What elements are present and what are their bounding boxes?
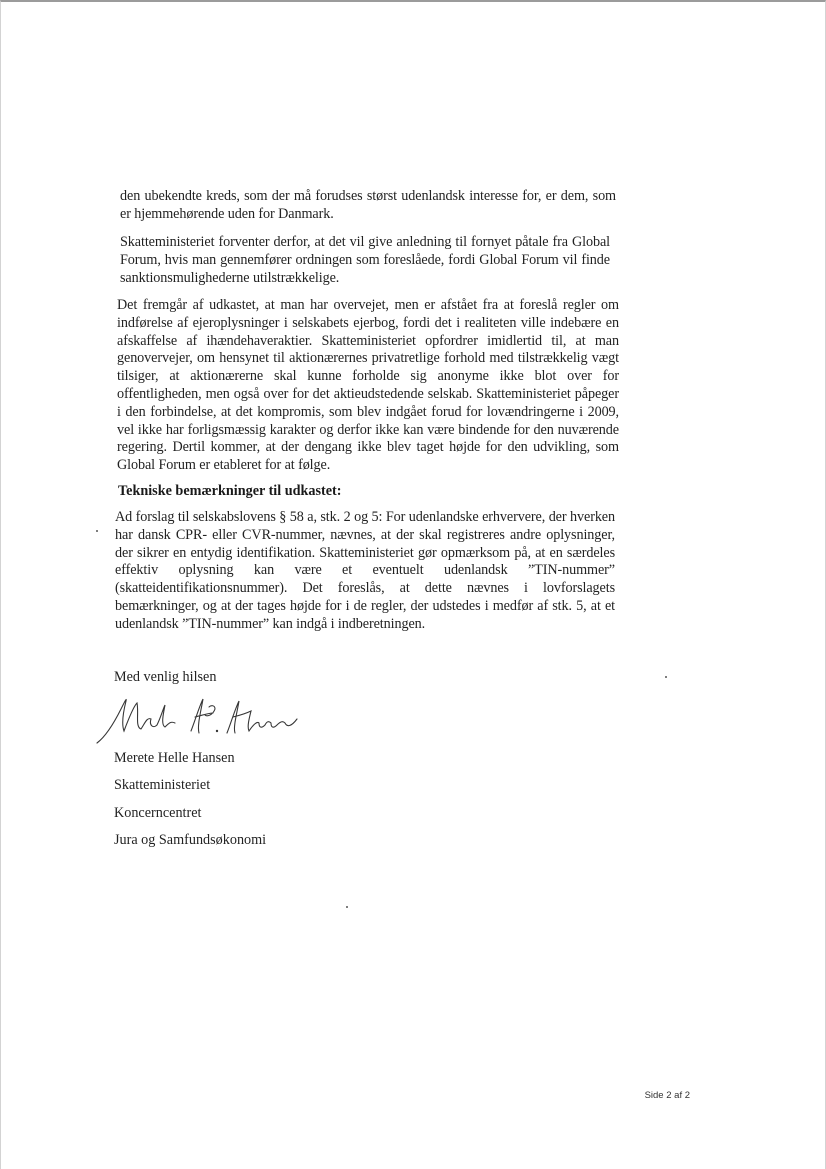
handwritten-signature — [91, 687, 301, 749]
paragraph-2: Skatteministeriet forventer derfor, at det vil give anledning til fornyet påtale fra Global Forum, hvis man gennemfører ordningen som foreslåede, fordi Global Forum vil finde sanktionsmulighederne utilstrækkelige. — [120, 234, 610, 286]
section-heading: Tekniske bemærkninger til udkastet: — [118, 483, 342, 499]
paragraph-1: den ubekendte kreds, som der må forudses størst udenlandsk interesse for, er dem, som er hjemmehørende uden for Danmark. — [120, 188, 616, 222]
signer-department: Jura og Samfundsøkonomi — [114, 832, 267, 848]
paragraph-4: Ad forslag til selskabslovens § 58 a, stk. 2 og 5: For udenlandske erhververe, der hverken har dansk CPR- eller CVR-nummer, nævnes, at der skal registreres andre oplysninger, der sikrer en entydig identifikation. Skatteministeriet gør opmærksom på, at en særdeles effektiv oplysning kan være et eventuelt udenlandsk ”TIN-nummer” (skatteidentifikationsnummer). Det foreslås, at dette nævnes i lovforslagets bemærkninger, og at der tages højde for i de regler, der udstedes i medfør af stk. 5, at et udenlandsk ”TIN-nummer” kan indgå i indberetningen. — [115, 509, 615, 632]
closing-phrase: Med venlig hilsen — [114, 669, 217, 685]
paragraph-3: Det fremgår af udkastet, at man har overvejet, men er afstået fra at foreslå regler om indførelse af ejeroplysninger i selskabets ejerbog, fordi det i realiteten ville indebære en afskaffelse af ihændehaveraktier. Skatteministeriet opfordrer imidlertid til, at man genovervejer, om hensynet til aktionærernes privatretlige forhold med tilstrækkelig vægt tilsiger, at aktionærerne skal kunne forholde sig anonyme ikke blot over for offentligheden, men også over for det aktieudstedende selskab. Skatteministeriet påpeger i den forbindelse, at det kompromis, som blev indgået forud for lovændringerne i 2009, vel ikke har forligsmæssig karakter og derfor ikke kan være bindende for den nuværende regering. Dertil kommer, at der dengang ikke blev taget højde for den udvikling, som Global Forum er etableret for at følge. — [117, 297, 619, 474]
scan-speck — [346, 906, 348, 908]
scan-speck — [96, 530, 98, 532]
page-number: Side 2 af 2 — [644, 1090, 690, 1101]
signer-organization: Skatteministeriet — [114, 777, 211, 793]
signer-name: Merete Helle Hansen — [114, 750, 235, 766]
signer-unit: Koncerncentret — [114, 805, 202, 821]
scan-speck — [665, 676, 667, 678]
